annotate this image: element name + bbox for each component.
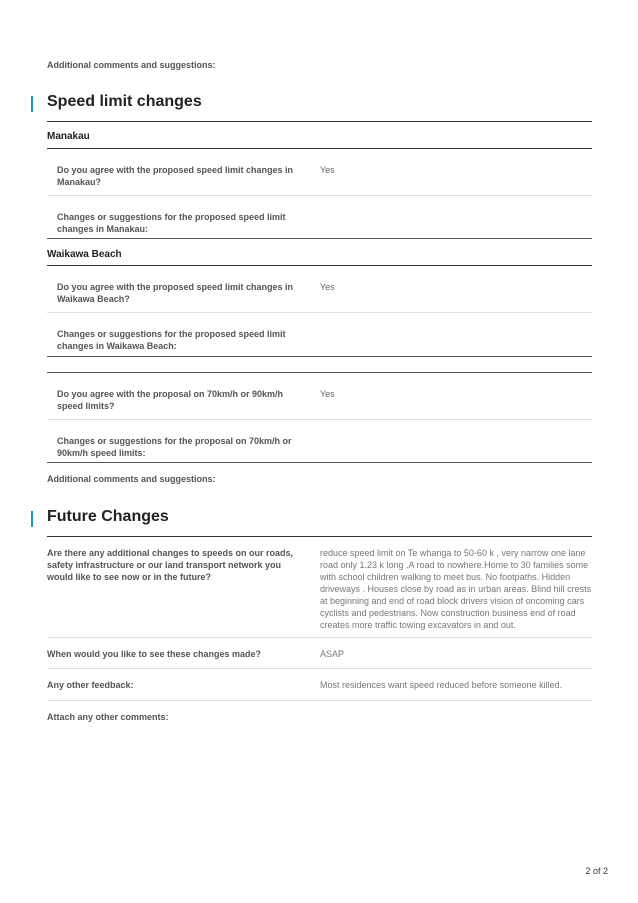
future-changes-section-heading bbox=[47, 508, 592, 537]
question-row bbox=[47, 373, 592, 420]
question-text: Changes or suggestions for the proposed speed limit changes in Manakau: bbox=[57, 212, 286, 234]
question-text: When would you like to see these changes made? bbox=[47, 649, 262, 659]
answer-text: Yes bbox=[320, 282, 335, 292]
future-changes-section-title: Future Changes bbox=[47, 508, 169, 525]
group-heading-manakau bbox=[47, 122, 592, 149]
question-text: Do you agree with the proposed speed limit changes in Manakau? bbox=[57, 165, 294, 187]
answer-text: Yes bbox=[320, 165, 335, 175]
question-row bbox=[47, 420, 592, 463]
feedback-row bbox=[47, 669, 592, 701]
group-title-manakau: Manakau bbox=[47, 131, 90, 142]
question-row bbox=[47, 266, 592, 313]
answer-text: Yes bbox=[320, 389, 335, 399]
question-text: Changes or suggestions for the proposal on 70km/h or 90km/h speed limits: bbox=[57, 436, 292, 458]
question-text: Changes or suggestions for the proposed speed limit changes in Waikawa Beach: bbox=[57, 329, 286, 351]
group-title-waikawa-beach: Waikawa Beach bbox=[47, 249, 122, 260]
question-row bbox=[47, 149, 592, 196]
question-row bbox=[47, 313, 592, 357]
attach-comments-label: Attach any other comments: bbox=[47, 712, 169, 722]
answer-text: Most residences want speed reduced before someone killed. bbox=[320, 680, 563, 690]
section-accent-bar bbox=[31, 511, 33, 527]
group-heading-waikawa-beach bbox=[47, 239, 592, 266]
question-text: Do you agree with the proposal on 70km/h or 90km/h speed limits? bbox=[57, 389, 284, 411]
group-heading-unnamed bbox=[47, 357, 592, 373]
question-row bbox=[47, 196, 592, 239]
question-text: Do you agree with the proposed speed limit changes in Waikawa Beach? bbox=[57, 282, 294, 304]
section-accent-bar bbox=[31, 96, 33, 112]
answer-text: ASAP bbox=[320, 649, 345, 659]
question-text: Are there any additional changes to speeds on our roads, safety infrastructure or our land transport network you would like to see now or in the future? bbox=[47, 548, 294, 582]
top-comments-label: Additional comments and suggestions: bbox=[47, 60, 216, 70]
speed-limit-section-heading bbox=[47, 93, 592, 122]
answer-text: reduce speed limit on Te whanga to 50-60 k , very narrow one lane road only 1.23 k long .A road to nowhere.Home to 30 families some with school children walking to meet bus. No footpaths. Hidden driveways . Houses close by road as in urban areas. Blind hill crests at beginning and end of road block drivers vision of oncoming cars cyclists and pedestrians. Now construction business end of road creates more traffic towing excavators in and out. bbox=[320, 548, 592, 630]
speed-comments-label: Additional comments and suggestions: bbox=[47, 474, 216, 484]
feedback-row bbox=[47, 537, 592, 638]
feedback-row bbox=[47, 638, 592, 669]
speed-limit-section-title: Speed limit changes bbox=[47, 93, 202, 110]
page-number: 2 of 2 bbox=[585, 866, 608, 876]
question-text: Any other feedback: bbox=[47, 680, 134, 690]
